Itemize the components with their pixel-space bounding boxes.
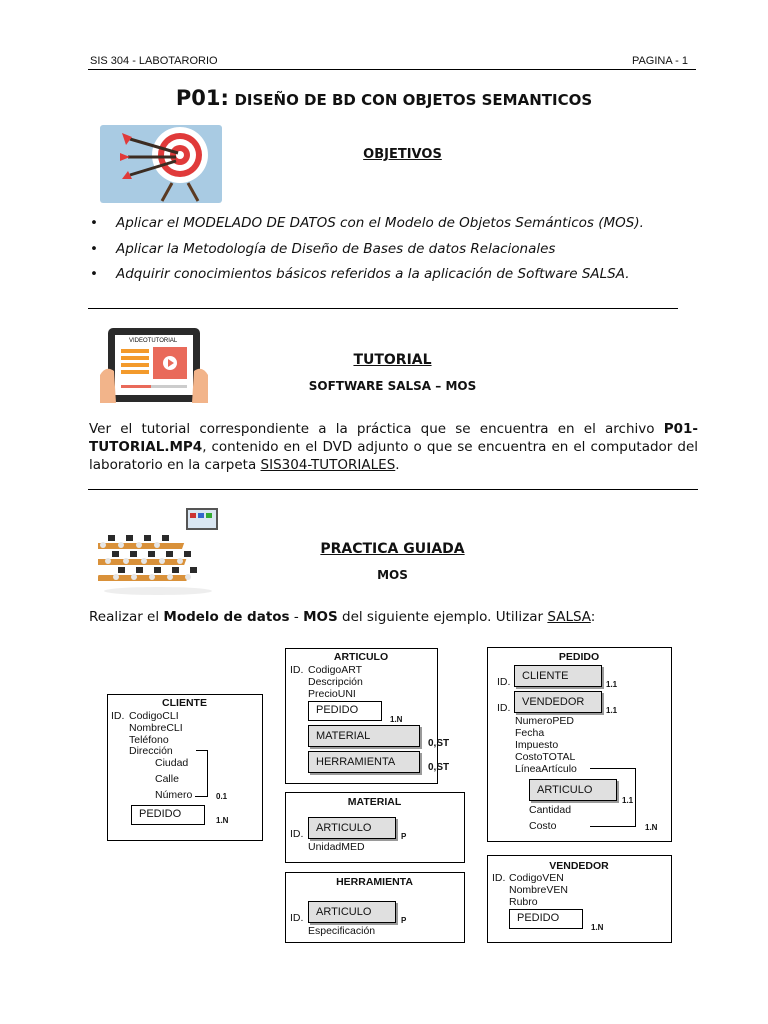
pedido-field: NumeroPED — [515, 715, 574, 727]
herramienta-field: Especificación — [308, 925, 376, 937]
header-rule — [88, 69, 696, 70]
header-left: SIS 304 - LABOTARORIO — [90, 55, 218, 67]
cliente-ref: CLIENTE — [514, 665, 602, 687]
articulo-id: ID. — [290, 664, 304, 676]
section-divider — [88, 308, 678, 309]
pedido-id: ID. — [497, 676, 511, 688]
practica-instruction: Realizar el Modelo de datos - MOS del siguiente ejemplo. Utilizar SALSA: — [89, 609, 596, 625]
articulo-field: PrecioUNI — [308, 688, 356, 700]
section-divider — [88, 489, 698, 490]
herramienta-title: HERRAMIENTA — [336, 876, 413, 888]
video-tutorial-image — [98, 325, 210, 407]
vendedor-field: NombreVEN — [509, 884, 568, 896]
pedido-field: Cantidad — [529, 804, 572, 816]
cardinality: 1.1 — [606, 706, 618, 715]
material-ref: MATERIAL — [308, 725, 420, 747]
articulo-field: Descripción — [308, 676, 363, 688]
video-tutorial-label: VIDEOTUTORIAL — [129, 338, 178, 344]
group-bracket — [207, 750, 208, 797]
articulo-ref: ARTICULO — [308, 817, 396, 839]
cliente-field: Número — [155, 789, 193, 801]
tutorial-folder: SIS304-TUTORIALES — [260, 457, 396, 473]
articulo-ref: ARTICULO — [529, 779, 617, 801]
objetivos-title: OBJETIVOS — [363, 147, 442, 162]
cardinality: P — [401, 916, 407, 925]
cliente-title: CLIENTE — [162, 697, 207, 709]
cliente-field: Ciudad — [155, 757, 189, 769]
cliente-field: NombreCLI — [129, 722, 183, 734]
vendedor-field: CodigoVEN — [509, 872, 564, 884]
cardinality: 0,ST — [428, 762, 450, 773]
pedido-field: Costo — [529, 820, 557, 832]
group-bracket — [635, 768, 636, 827]
vendedor-id: ID. — [492, 872, 506, 884]
pedido-title: PEDIDO — [558, 651, 600, 663]
practica-title: PRACTICA GUIADA — [320, 541, 465, 557]
cardinality: 1.N — [390, 715, 403, 724]
cliente-id: ID. — [111, 710, 125, 722]
herramienta-id: ID. — [290, 912, 304, 924]
vendedor-title: VENDEDOR — [549, 860, 609, 872]
cardinality: 0.1 — [216, 792, 228, 801]
pedido-ref: PEDIDO — [308, 701, 382, 721]
group-bracket — [195, 796, 208, 797]
pedido-ref: PEDIDO — [509, 909, 583, 929]
material-field: UnidadMED — [308, 841, 365, 853]
pedido-field: Impuesto — [515, 739, 559, 751]
target-image — [100, 125, 222, 203]
articulo-ref: ARTICULO — [308, 901, 396, 923]
pedido-ref: PEDIDO — [131, 805, 205, 825]
vendedor-field: Rubro — [509, 896, 538, 908]
pedido-id: ID. — [497, 702, 511, 714]
articulo-field: CodigoART — [308, 664, 363, 676]
pedido-field: CostoTOTAL — [515, 751, 576, 763]
herramienta-ref: HERRAMIENTA — [308, 751, 420, 773]
tutorial-title: TUTORIAL — [353, 352, 432, 368]
pedido-field: Fecha — [515, 727, 545, 739]
cardinality: P — [401, 832, 407, 841]
cardinality: 1.1 — [622, 796, 634, 805]
header-right: PAGINA - 1 — [631, 55, 688, 67]
tutorial-subtitle: SOFTWARE SALSA – MOS — [308, 379, 477, 393]
group-bracket — [590, 826, 636, 827]
cardinality: 1.N — [216, 816, 229, 825]
cliente-field: CodigoCLI — [129, 710, 179, 722]
cardinality: 1.1 — [606, 680, 618, 689]
articulo-title: ARTICULO — [333, 651, 389, 663]
page-title: P01: DISEÑO DE BD CON OBJETOS SEMANTICOS — [175, 86, 593, 110]
material-title: MATERIAL — [347, 796, 402, 808]
group-bracket — [590, 768, 636, 769]
cardinality: 1.N — [645, 823, 658, 832]
vendedor-ref: VENDEDOR — [514, 691, 602, 713]
material-id: ID. — [290, 828, 304, 840]
cliente-field: Teléfono — [129, 734, 169, 746]
pedido-field: LíneaArtículo — [515, 763, 577, 775]
cardinality: 0,ST — [428, 738, 450, 749]
tutorial-file: P01-TUTORIAL.MP4 — [89, 421, 699, 455]
cardinality: 1.N — [591, 923, 604, 932]
classroom-image — [98, 505, 222, 597]
tutorial-paragraph: Ver el tutorial correspondiente a la práctica que se encuentra en el archivo P01-TUTORIAL.MP4, contenido en el DVD adjunto o que se encuentra en el computador del laboratorio en la carpeta SIS304-TUTORIALES. — [89, 421, 699, 473]
cliente-field: Calle — [155, 773, 179, 785]
cliente-field: Dirección — [129, 745, 173, 757]
practica-subtitle: MOS — [377, 568, 408, 582]
